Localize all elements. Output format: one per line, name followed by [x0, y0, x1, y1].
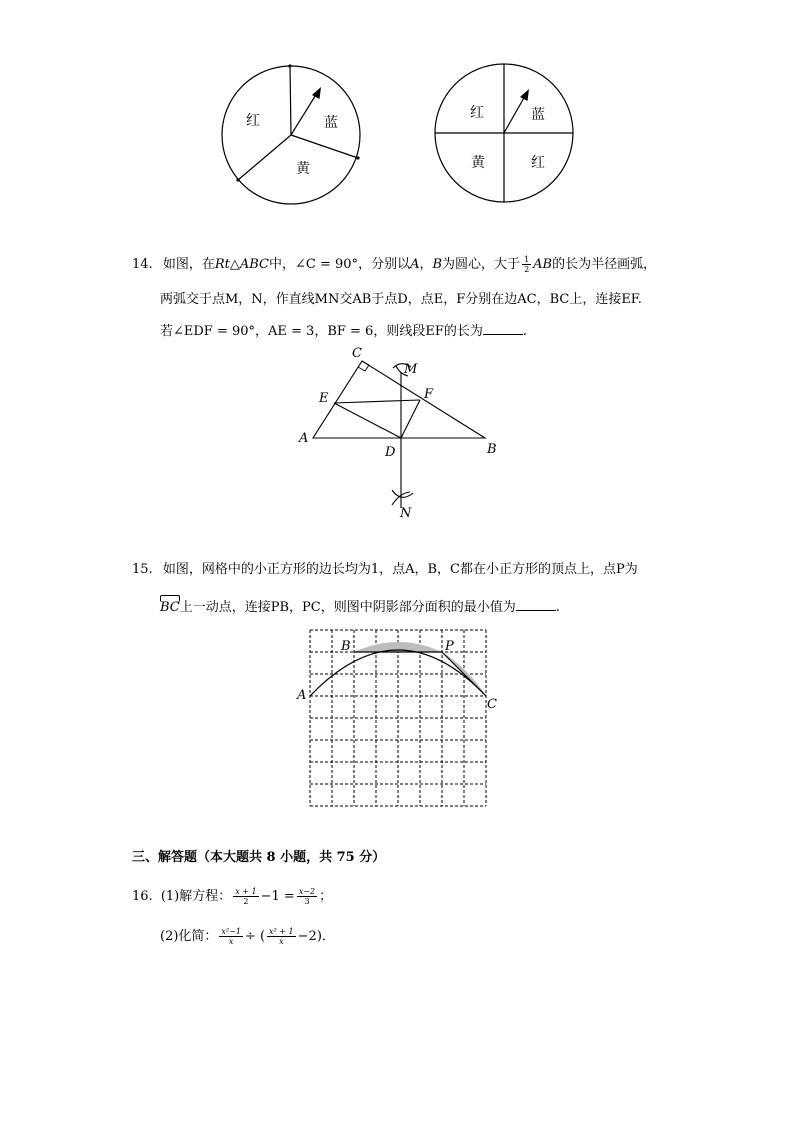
question-number: 16. — [132, 889, 153, 904]
left-spinner — [222, 64, 360, 204]
right-sector-blue: 蓝 — [531, 107, 545, 123]
label-E: E — [319, 391, 329, 406]
label-M: M — [404, 362, 418, 377]
fraction: $\frac{\text{x² + 1}}{x}$ — [269, 927, 294, 946]
q16-part1: 16. (1)解方程： $\frac{x + 1}{2}$ −1 = $\frac{x-2}{3}$ ； — [132, 887, 333, 906]
dashed-grid — [310, 630, 486, 806]
left-sector-yellow: 黄 — [296, 161, 310, 177]
label-P: P — [445, 639, 454, 654]
spinner-figures — [200, 55, 590, 215]
label-F: F — [424, 387, 434, 402]
q14-line1: 14. 如图，在Rt△ABC中，∠C = 90°，分别以A，B为圆心，大于 $\frac{1}{2}$ AB的长为半径画弧， — [132, 255, 657, 274]
fraction: $\frac{x-2}{3}$ — [298, 887, 316, 906]
answer-blank — [483, 322, 523, 335]
label-C: C — [487, 697, 497, 712]
fraction: $\frac{1}{2}$ — [524, 255, 530, 274]
q14-line3: 若∠EDF = 90°，AE = 3，BF = 6，则线段EF的长为 . — [160, 324, 527, 339]
right-sector-red-1: 红 — [470, 105, 484, 121]
left-sector-red: 红 — [246, 113, 260, 129]
right-sector-yellow: 黄 — [471, 155, 485, 171]
section-heading: 三、解答题（本大题共 8 小题，共 75 分） — [132, 850, 386, 865]
fraction: $\frac{x + 1}{2}$ — [235, 887, 257, 906]
q14-line2: 两弧交于点M，N，作直线MN交AB于点D，点E，F分别在边AC，BC上，连接EF. — [160, 292, 642, 307]
right-sector-red-2: 红 — [531, 155, 545, 171]
label-B: B — [487, 442, 497, 457]
q15-line2: BC上一动点，连接PB，PC，则图中阴影部分面积的最小值为 . — [160, 600, 560, 615]
label-N: N — [400, 506, 412, 521]
answer-blank — [516, 598, 556, 611]
left-sector-blue: 蓝 — [324, 115, 338, 131]
question-number: 15. — [132, 562, 153, 577]
q15-line1: 15. 如图，网格中的小正方形的边长均为1，点A，B，C都在小正方形的顶点上，点P为 — [132, 562, 638, 577]
fraction: $\frac{\text{x²−1}}{x}$ — [221, 927, 241, 946]
label-A: A — [299, 431, 309, 446]
label-C: C — [352, 346, 362, 361]
arc-bc: BC — [160, 600, 180, 615]
label-A: A — [297, 688, 307, 703]
arrow-icon — [312, 87, 321, 99]
label-D: D — [385, 445, 396, 460]
question-number: 14. — [132, 257, 153, 272]
q16-part2: (2)化简： $\frac{\text{x²−1}}{x}$ ÷ ( $\frac{\text{x² + 1}}{x}$ −2)． — [160, 927, 335, 946]
triangle-figure — [290, 340, 510, 525]
arrow-icon — [520, 89, 529, 101]
right-spinner — [435, 64, 573, 202]
label-B: B — [341, 639, 351, 654]
grid-figure — [290, 620, 510, 815]
